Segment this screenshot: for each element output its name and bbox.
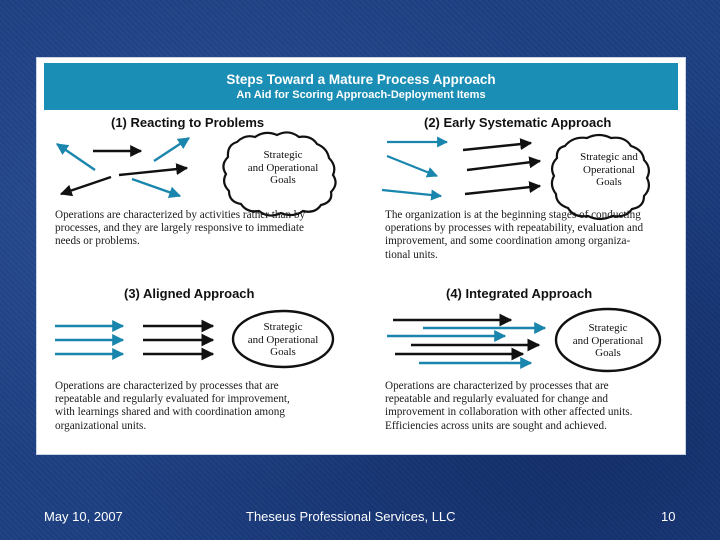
q4-arrows <box>387 320 545 363</box>
q1-title: (1) Reacting to Problems <box>111 115 265 130</box>
q4-title: (4) Integrated Approach <box>446 286 593 301</box>
q2-goal-text: Strategic and Operational Goals <box>580 151 638 188</box>
footer-page-number: 10 <box>661 509 676 524</box>
q3-description: Operations are characterized by processes that are repeatable and regularly evaluated for improvement, with learnings shared and with coordination among organizational units. <box>55 380 290 432</box>
q2-arrows <box>382 142 540 196</box>
maturity-figure <box>36 57 686 455</box>
q1-arrow <box>154 138 189 161</box>
q4-description: Operations are characterized by processes that are repeatable and regularly evaluated for change and improvement in collaboration with other affected units. Efficiencies across units are sought and achieved. <box>385 380 633 432</box>
q1-arrow <box>61 177 111 194</box>
q1-arrows <box>57 138 189 196</box>
q3-goal-text: Strategic and Operational Goals <box>247 321 319 358</box>
q2-arrow <box>382 190 441 196</box>
q3-title: (3) Aligned Approach <box>124 286 255 301</box>
q2-arrow <box>463 143 531 150</box>
q1-arrow <box>119 168 187 175</box>
figure-title: Steps Toward a Mature Process Approach <box>226 72 496 87</box>
footer-date: May 10, 2007 <box>44 509 123 524</box>
figure-subtitle: An Aid for Scoring Approach-Deployment Items <box>236 89 486 101</box>
footer-company: Theseus Professional Services, LLC <box>246 509 456 524</box>
q2-arrow <box>467 161 540 170</box>
q2-title: (2) Early Systematic Approach <box>424 115 612 130</box>
q1-goal-text: Strategic and Operational Goals <box>247 149 319 186</box>
q1-description: Operations are characterized by activities rather than by processes, and they are largely responsive to immediate needs or problems. <box>55 209 306 248</box>
q1-arrow <box>57 144 95 170</box>
q1-arrow <box>132 179 180 196</box>
q4-goal-text: Strategic and Operational Goals <box>572 322 644 359</box>
q2-arrow <box>465 186 540 194</box>
q2-arrow <box>387 156 437 176</box>
q3-arrows <box>55 326 213 354</box>
q2-description: The organization is at the beginning stages of conducting operations by processes with repeatability, evaluation and improvement, and some coordination among organiza- tional units. <box>385 209 644 261</box>
